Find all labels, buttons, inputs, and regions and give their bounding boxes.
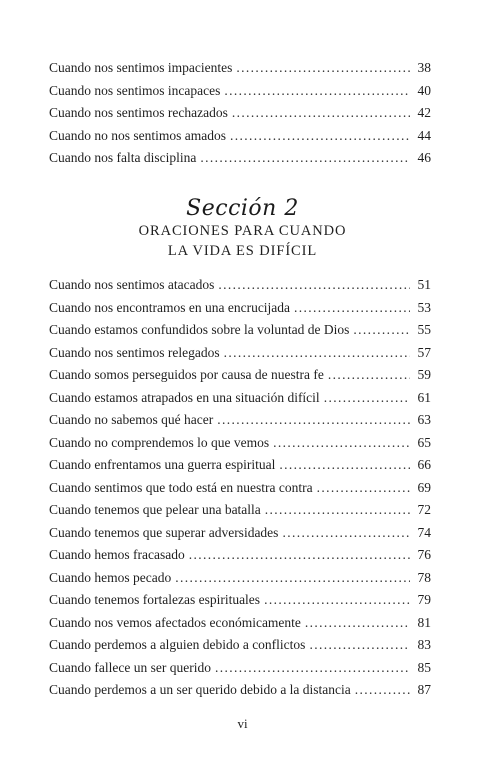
toc-entry-page: 38 — [417, 60, 431, 75]
toc-entry-page: 46 — [417, 150, 431, 165]
toc-entry-page: 69 — [417, 479, 431, 495]
toc-entry — [49, 364, 431, 387]
toc-entry-page: 59 — [417, 367, 431, 382]
dot-leader — [305, 612, 410, 635]
toc-entry-title: Cuando nos falta disciplina — [49, 150, 197, 165]
dot-leader — [265, 499, 410, 522]
toc-entry — [49, 274, 431, 297]
toc-entry-title: Cuando estamos confundidos sobre la voluntad de Dios — [49, 322, 350, 337]
dot-leader — [230, 125, 410, 148]
dot-leader — [189, 544, 410, 567]
toc-entry — [49, 679, 431, 702]
dot-leader — [236, 57, 410, 80]
toc-entry-title: Cuando nos vemos afectados económicamente — [49, 614, 301, 630]
toc-entry — [49, 80, 431, 103]
toc-entry — [49, 125, 431, 148]
dot-leader — [232, 102, 410, 125]
toc-entry-page: 72 — [417, 502, 431, 517]
toc-entry-title: Cuando fallece un ser querido — [49, 659, 211, 675]
toc-entry-title: Cuando nos sentimos relegados — [49, 344, 220, 360]
toc-entry-title: Cuando nos sentimos impacientes — [49, 60, 233, 75]
toc-entry-title: Cuando estamos atrapados en una situación difícil — [49, 389, 320, 405]
toc-entry-title: Cuando hemos fracasado — [49, 547, 185, 562]
toc-entry-title: Cuando no nos sentimos amados — [49, 127, 226, 143]
toc-entry — [49, 589, 431, 612]
toc-entry-title: Cuando hemos pecado — [49, 569, 172, 585]
dot-leader — [353, 319, 410, 342]
toc-entry-page: 87 — [417, 682, 431, 697]
dot-leader — [282, 522, 410, 545]
toc-entry — [49, 567, 431, 590]
toc-entry-page: 42 — [417, 105, 431, 120]
toc-entry — [49, 319, 431, 342]
toc-entry — [49, 147, 431, 170]
toc-entry-title: Cuando somos perseguidos por causa de nuestra fe — [49, 367, 324, 382]
toc-entry-page: 40 — [417, 82, 431, 98]
toc-entry-title: Cuando no comprendemos lo que vemos — [49, 434, 270, 450]
dot-leader — [355, 679, 410, 702]
dot-leader — [317, 477, 410, 500]
toc-entry-page: 51 — [417, 277, 431, 292]
toc-entry-title: Cuando tenemos que superar adversidades — [49, 524, 279, 540]
toc-entry — [49, 102, 431, 125]
toc-list-section-1 — [49, 57, 431, 170]
toc-entry-page: 78 — [417, 569, 431, 585]
toc-entry-page: 85 — [417, 659, 431, 675]
dot-leader — [218, 274, 410, 297]
toc-entry — [49, 342, 431, 365]
page-number: vi — [237, 716, 248, 731]
toc-entry — [49, 612, 431, 635]
toc-entry — [49, 297, 431, 320]
toc-entry-title: Cuando enfrentamos una guerra espiritual — [49, 457, 276, 472]
dot-leader — [217, 409, 410, 432]
toc-list-section-2 — [49, 274, 431, 702]
toc-entry — [49, 57, 431, 80]
toc-entry-title: Cuando no sabemos qué hacer — [49, 412, 214, 427]
dot-leader — [224, 80, 410, 103]
toc-entry-page: 66 — [417, 457, 431, 472]
dot-leader — [273, 432, 410, 455]
dot-leader — [309, 634, 410, 657]
toc-entry-title: Cuando nos sentimos incapaces — [49, 82, 221, 98]
toc-entry — [49, 477, 431, 500]
toc-entry-title: Cuando tenemos fortalezas espirituales — [49, 592, 261, 607]
toc-entry-page: 55 — [417, 322, 431, 337]
section-title-line-1: ORACIONES PARA CUANDO — [138, 223, 347, 239]
section-label: Sección 2 — [186, 196, 299, 221]
toc-entry — [49, 634, 431, 657]
toc-entry-page: 57 — [417, 344, 431, 360]
toc-entry-page: 61 — [417, 389, 431, 405]
toc-entry-title: Cuando perdemos a un ser querido debido a la distancia — [49, 682, 351, 697]
dot-leader — [175, 567, 410, 590]
section-title-line-2: LA VIDA ES DIFÍCIL — [167, 243, 318, 259]
toc-entry-page: 83 — [417, 637, 431, 652]
toc-entry — [49, 544, 431, 567]
dot-leader — [264, 589, 410, 612]
toc-entry-page: 53 — [417, 299, 431, 315]
toc-entry-page: 44 — [417, 127, 431, 143]
toc-entry-page: 65 — [417, 434, 431, 450]
toc-entry — [49, 522, 431, 545]
toc-entry — [49, 454, 431, 477]
toc-entry-title: Cuando tenemos que pelear una batalla — [49, 502, 261, 517]
toc-entry — [49, 409, 431, 432]
toc-entry-page: 81 — [417, 614, 431, 630]
toc-entry-title: Cuando sentimos que todo está en nuestra contra — [49, 479, 313, 495]
toc-entry-title: Cuando perdemos a alguien debido a conflictos — [49, 637, 306, 652]
dot-leader — [324, 387, 410, 410]
toc-entry-title: Cuando nos encontramos en una encrucijada — [49, 299, 291, 315]
dot-leader — [279, 454, 410, 477]
toc-entry-page: 74 — [417, 524, 431, 540]
dot-leader — [215, 657, 410, 680]
dot-leader — [224, 342, 410, 365]
toc-entry-page: 76 — [417, 547, 431, 562]
toc-entry-page: 79 — [417, 592, 431, 607]
toc-entry — [49, 387, 431, 410]
toc-entry-title: Cuando nos sentimos atacados — [49, 277, 215, 292]
dot-leader — [328, 364, 410, 387]
dot-leader — [294, 297, 410, 320]
toc-entry — [49, 499, 431, 522]
dot-leader — [200, 147, 410, 170]
toc-entry — [49, 432, 431, 455]
toc-entry-title: Cuando nos sentimos rechazados — [49, 105, 228, 120]
toc-entry-page: 63 — [417, 412, 431, 427]
toc-entry — [49, 657, 431, 680]
